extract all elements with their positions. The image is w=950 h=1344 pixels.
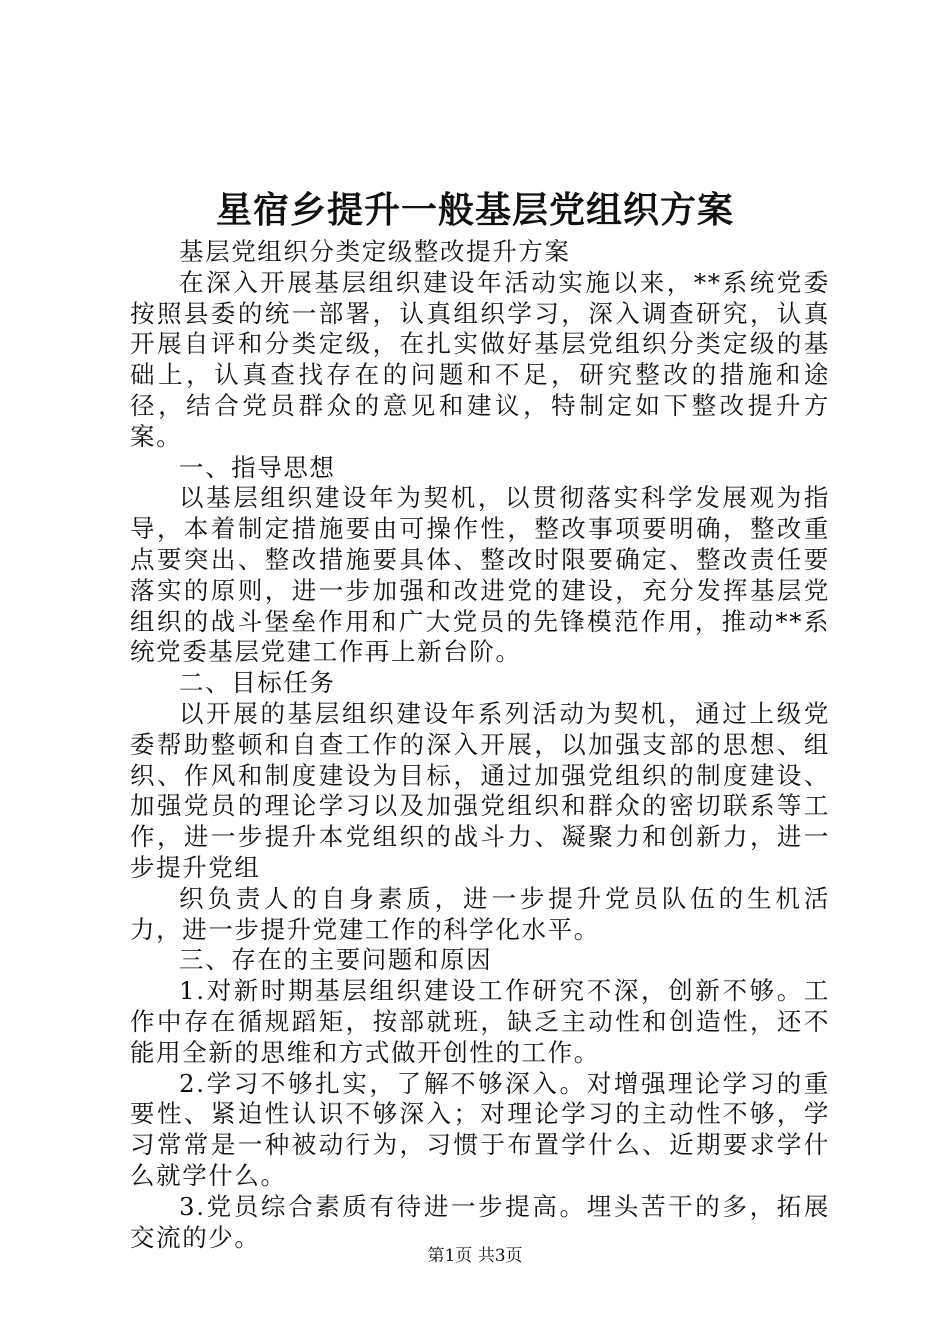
problem-item-2: 2.学习不够扎实，了解不够深入。对增强理论学习的重要性、紧迫性认识不够深入；对理论学习的主动性不够，学习常常是一种被动行为，习惯于布置学什么、近期要求学什么就学什么。 — [130, 1068, 830, 1190]
document-title: 星宿乡提升一般基层党组织方案 — [215, 189, 734, 231]
page-footer: 第1页 共3页 — [427, 1246, 523, 1266]
section-heading-goals: 二、目标任务 — [179, 668, 336, 698]
section-heading-guiding-thought: 一、指导思想 — [179, 452, 336, 482]
goals-paragraph: 以开展的基层组织建设年系列活动为契机，通过上级党委帮助整顿和自查工作的深入开展，以加强支部的思想、组织、作风和制度建设为目标，通过加强党组织的制度建设、加强党员的理论学习以及加强党组织和群众的密切联系等工作，进一步提升本党组织的战斗力、凝聚力和创新力，进一步提升党组 — [130, 698, 830, 882]
section-heading-problems: 三、存在的主要问题和原因 — [179, 945, 493, 975]
document-body — [130, 237, 830, 1253]
problem-item-1: 1.对新时期基层组织建设工作研究不深，创新不够。工作中存在循规蹈矩，按部就班，缺乏主动性和创造性，还不能用全新的思维和方式做开创性的工作。 — [130, 976, 830, 1067]
subtitle-paragraph: 基层党组织分类定级整改提升方案 — [179, 237, 571, 266]
problem-item-3: 3.党员综合素质有待进一步提高。埋头苦干的多，拓展交流的少。 — [130, 1191, 830, 1252]
guiding-thought-paragraph: 以基层组织建设年为契机，以贯彻落实科学发展观为指导，本着制定措施要由可操作性，整改事项要明确，整改重点要突出、整改措施要具体、整改时限要确定、整改责任要落实的原则，进一步加强和改进党的建设，充分发挥基层党组织的战斗堡垒作用和广大党员的先锋模范作用，推动**系统党委基层党建工作再上新台阶。 — [130, 483, 830, 667]
goals-paragraph-continued: 织负责人的自身素质，进一步提升党员队伍的生机活力，进一步提升党建工作的科学化水平。 — [130, 883, 830, 944]
intro-paragraph: 在深入开展基层组织建设年活动实施以来，**系统党委按照县委的统一部署，认真组织学习，深入调查研究，认真开展自评和分类定级，在扎实做好基层党组织分类定级的基础上，认真查找存在的问题和不足，研究整改的措施和途径，结合党员群众的意见和建议，特制定如下整改提升方案。 — [130, 267, 830, 451]
